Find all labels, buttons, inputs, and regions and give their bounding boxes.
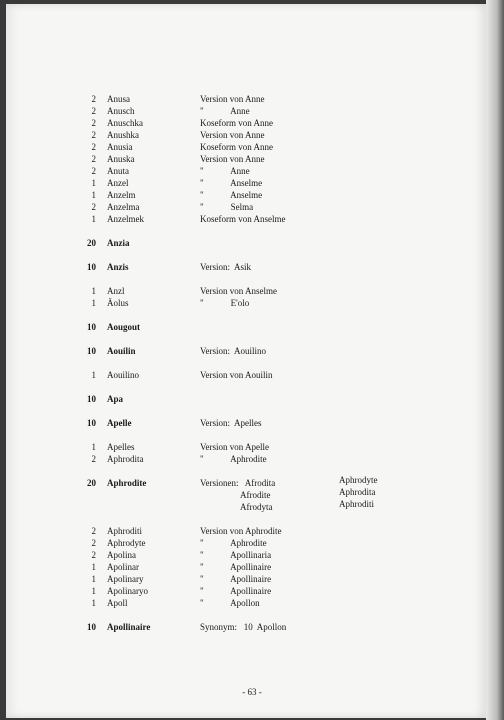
entry-count: 1 [91,574,96,584]
list-item [0,165,480,177]
entry-description: " E'olo [200,298,250,308]
entry-description: " Anne [200,106,250,116]
list-item [0,597,480,609]
entry-description: " Anselme [200,190,263,200]
entry-description: Version von Anselme [200,286,277,296]
entry-count: 1 [91,214,96,224]
entry-count: 10 [87,262,96,272]
list-item [0,489,480,501]
entry-description: " Anne [200,166,250,176]
entry-count: 2 [91,550,96,560]
extra-version-item: Aphroditi [339,499,374,509]
list-item [0,201,480,213]
entry-description: Version von Aouilin [200,370,273,380]
entry-count: 10 [87,346,96,356]
list-item [0,453,480,465]
entry-description: Version: Aouilino [200,346,267,356]
entry-count: 1 [91,442,96,452]
entry-count: 10 [87,418,96,428]
entry-description: " Aphrodite [200,538,267,548]
entry-count: 2 [91,142,96,152]
entry-description: " Selma [200,202,254,212]
list-item [0,477,480,489]
list-item [0,117,480,129]
entry-count: 10 [87,394,96,404]
entry-description: Synonym: 10 Apollon [200,622,287,632]
entry-name: Anzis [107,262,129,272]
list-item [0,369,480,381]
list-item [0,585,480,597]
entry-name: Anzelma [107,202,140,212]
entry-name: Apolinaryo [107,586,148,596]
entry-description: " Apollinaire [200,574,272,584]
entry-description: " Apollinaire [200,586,272,596]
entry-name: Anzel [107,178,129,188]
list-item [0,129,480,141]
entry-count: 1 [91,286,96,296]
entry-name: Anzelmek [107,214,144,224]
book-spine [486,0,504,720]
entry-count: 2 [91,118,96,128]
entry-description: Version von Anne [200,154,265,164]
entry-name: Anuska [107,154,135,164]
entry-name: Anzl [107,286,125,296]
list-item [0,501,480,513]
entry-name: Apolinary [107,574,144,584]
entry-name: Anusch [107,106,135,116]
extra-version-item: Aphrodita [339,487,376,497]
entry-count: 1 [91,370,96,380]
entry-description: Afrodite [200,490,271,500]
entry-name: Aphrodita [107,454,144,464]
entry-name: Anzia [107,238,130,248]
list-item [0,285,480,297]
list-item [0,105,480,117]
list-item [0,237,480,249]
list-item [0,261,480,273]
extra-version-list [339,474,378,510]
entry-count: 2 [91,538,96,548]
entry-name: Anuta [107,166,129,176]
list-item [0,537,480,549]
entry-name: Apolina [107,550,136,560]
list-item [0,345,480,357]
entry-count: 2 [91,106,96,116]
page-number: - 63 - [242,687,262,697]
list-item [0,549,480,561]
entry-count: 2 [91,526,96,536]
entry-description: " Anselme [200,178,263,188]
entry-count: 2 [91,202,96,212]
list-item [0,177,480,189]
entry-description: " Apollinaire [200,562,272,572]
list-item [0,153,480,165]
list-item [0,93,480,105]
list-item [0,141,480,153]
list-item [0,525,480,537]
list-item [0,321,480,333]
entry-name: Apoll [107,598,128,608]
entry-description: " Apollon [200,598,260,608]
list-item [0,213,480,225]
entry-name: Aphroditi [107,526,142,536]
list-item [0,297,480,309]
entry-count: 1 [91,190,96,200]
entry-count: 2 [91,130,96,140]
entry-description: " Apollinaria [200,550,272,560]
entry-name: Apolinar [107,562,139,572]
list-item [0,621,480,633]
entry-name: Aouilino [107,370,140,380]
entry-name: Äolus [107,298,129,308]
entry-count: 1 [91,562,96,572]
entry-description: Version von Aphrodite [200,526,282,536]
entry-name: Apelles [107,442,135,452]
entry-name: Aphrodyte [107,538,146,548]
entry-count: 1 [91,178,96,188]
entry-description: Version: Asik [200,262,252,272]
entry-description: Version von Apelle [200,442,269,452]
entry-description: Koseform von Anne [200,118,273,128]
entry-description: Version: Apelles [200,418,262,428]
entry-count: 2 [91,94,96,104]
entry-name: Apa [107,394,124,404]
list-item [0,573,480,585]
entry-count: 2 [91,166,96,176]
entry-count: 10 [87,622,96,632]
entry-name: Anusa [107,94,130,104]
entry-name: Anushka [107,130,139,140]
entry-name: Anuschka [107,118,143,128]
entry-count: 10 [87,322,96,332]
list-item [0,417,480,429]
entry-description: Version von Anne [200,130,265,140]
entry-name: Aougout [107,322,141,332]
entry-description: Koseform von Anselme [200,214,286,224]
entry-name: Aouilin [107,346,136,356]
entry-count: 20 [87,478,96,488]
list-item [0,189,480,201]
entry-description: Versionen: Afrodita [200,478,276,488]
entry-count: 1 [91,298,96,308]
list-item [0,441,480,453]
entry-count: 2 [91,454,96,464]
entry-description: " Aphrodite [200,454,267,464]
entry-name: Aphrodite [107,478,147,488]
entry-description: Afrodyta [200,502,273,512]
entry-name: Apelle [107,418,132,428]
entry-count: 1 [91,586,96,596]
entry-description: Version von Anne [200,94,265,104]
entry-name: Apollinaire [107,622,151,632]
entry-name: Anzelm [107,190,136,200]
list-item [0,561,480,573]
entry-count: 20 [87,238,96,248]
entry-count: 1 [91,598,96,608]
entry-description: Koseform von Anne [200,142,273,152]
list-item [0,393,480,405]
entry-name: Anusia [107,142,133,152]
extra-version-item: Aphrodyte [339,475,378,485]
entry-count: 2 [91,154,96,164]
